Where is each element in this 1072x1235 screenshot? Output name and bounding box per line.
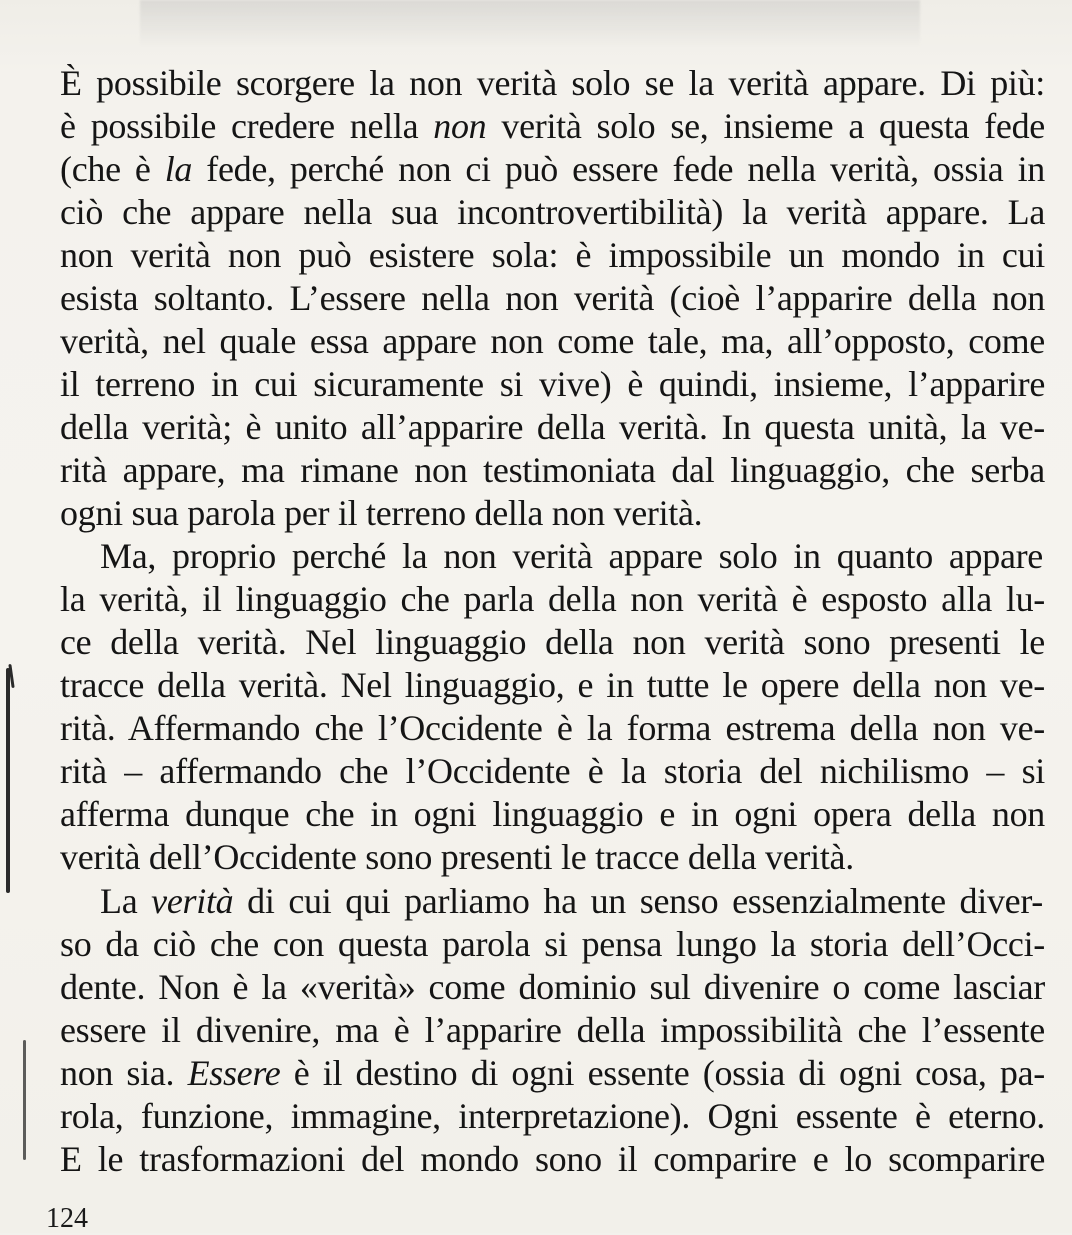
text-line: verità, nel quale essa appare non come tale, ma, all’opposto, come — [60, 321, 1045, 361]
margin-pencil-mark — [6, 668, 10, 893]
text-line: non sia. Essere è il destino di ogni essente (ossia di ogni cosa, pa- — [60, 1053, 1045, 1093]
text-line: La verità di cui qui parliamo ha un senso essenzialmente diver- — [100, 881, 1043, 921]
text-line: rola, funzione, immagine, interpretazione). Ogni essente è eterno. — [60, 1096, 1045, 1136]
italic-emphasis: non — [433, 106, 487, 146]
text-line: rità. Affermando che l’Occidente è la forma estrema della non ve- — [60, 708, 1045, 748]
text-line: verità dell’Occidente sono presenti le tracce della verità. — [60, 837, 854, 877]
text-line: della verità; è unito all’apparire della verità. In questa unità, la ve- — [60, 407, 1045, 447]
margin-pencil-mark — [23, 1040, 26, 1160]
text-line: ogni sua parola per il terreno della non verità. — [60, 493, 703, 533]
text-line: la verità, il linguaggio che parla della non verità è esposto alla lu- — [60, 579, 1045, 619]
italic-emphasis: Essere — [187, 1053, 281, 1093]
show-through-shadow — [140, 0, 920, 48]
text-line: tracce della verità. Nel linguaggio, e in tutte le opere della non ve- — [60, 665, 1045, 705]
text-line: rità appare, ma rimane non testimoniata dal linguaggio, che serba — [60, 450, 1045, 490]
text-line: È possibile scorgere la non verità solo se la verità appare. Di più: — [60, 63, 1045, 103]
text-line: è possibile credere nella non verità solo se, insieme a questa fede — [60, 106, 1045, 146]
text-line: E le trasformazioni del mondo sono il comparire e lo scomparire — [60, 1139, 1045, 1179]
italic-emphasis: verità — [151, 881, 234, 921]
text-line: so da ciò che con questa parola si pensa lungo la storia dell’Occi- — [60, 924, 1045, 964]
text-line: afferma dunque che in ogni linguaggio e in ogni opera della non — [60, 794, 1045, 834]
text-line: il terreno in cui sicuramente si vive) è quindi, insieme, l’apparire — [60, 364, 1045, 404]
italic-emphasis: la — [164, 149, 193, 189]
text-line: essere il divenire, ma è l’apparire della impossibilità che l’essente — [60, 1010, 1045, 1050]
page-number: 124 — [46, 1203, 88, 1234]
text-line: esista soltanto. L’essere nella non verità (cioè l’apparire della non — [60, 278, 1045, 318]
text-line: dente. Non è la «verità» come dominio sul divenire o come lasciar — [60, 967, 1045, 1007]
text-line: (che è la fede, perché non ci può essere fede nella verità, ossia in — [60, 149, 1045, 189]
text-line: non verità non può esistere sola: è impossibile un mondo in cui — [60, 235, 1045, 275]
text-line: ciò che appare nella sua incontrovertibilità) la verità appare. La — [60, 192, 1045, 232]
text-line: ce della verità. Nel linguaggio della non verità sono presenti le — [60, 622, 1045, 662]
text-line: rità – affermando che l’Occidente è la storia del nichilismo – si — [60, 751, 1045, 791]
text-line: Ma, proprio perché la non verità appare solo in quanto appare — [100, 536, 1043, 576]
